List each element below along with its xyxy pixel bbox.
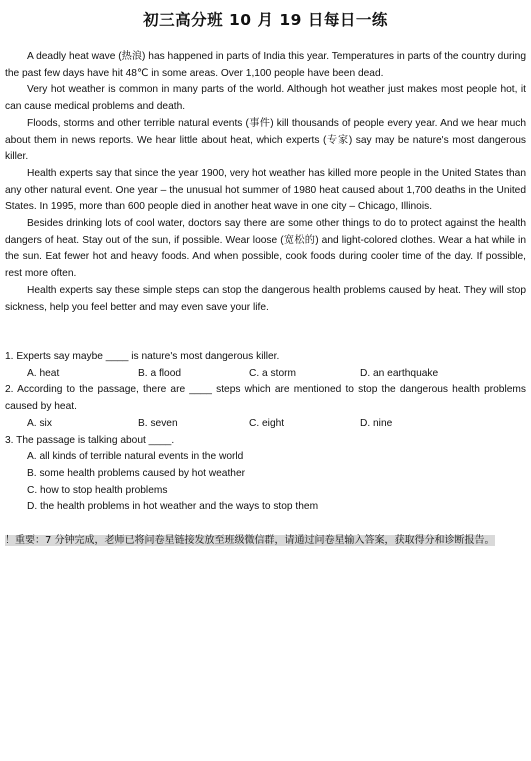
- page-title: 初三高分班 10 月 19 日每日一练: [143, 11, 388, 29]
- passage-paragraph: Floods, storms and other terrible natural events (事件) kill thousands of people every year. And we hear much about them in news reports. We hear little about heat, which experts (专家) say may be nature's most dangerous killer.: [5, 117, 526, 163]
- passage-paragraph: Very hot weather is common in many parts of the world. Although hot weather just makes most people hot, it can cause medical problems and death.: [5, 84, 526, 113]
- option-b: B. some health problems caused by hot weather: [27, 467, 246, 479]
- option-c: C. a storm: [249, 367, 296, 379]
- passage-paragraph: Health experts say that since the year 1900, very hot weather has killed more people in the United States than any other natural event. One year – the unusual hot summer of 1980 heat caused about 1,700 deaths in the United States. In 1995, more than 600 people died in another heat wave in one city – Chicago, Illinois.: [5, 167, 526, 213]
- important-notice: [5, 533, 526, 549]
- question-stem: 3. The passage is talking about ____.: [5, 434, 175, 446]
- question-stem: 1. Experts say maybe ____ is nature's most dangerous killer.: [5, 351, 280, 362]
- option-d: D. nine: [360, 417, 393, 429]
- option-c: C. how to stop health problems: [27, 484, 168, 496]
- option-b: B. seven: [138, 417, 178, 429]
- notice-text: ！重要：7 分钟完成，老师已将问卷星链接发放至班级微信群，请通过问卷星输入答案，获取得分和诊断报告。: [5, 535, 495, 546]
- option-row: [5, 416, 526, 433]
- passage-paragraph: Health experts say these simple steps can stop the dangerous health problems caused by heat. They will stop sickness, help you feel better and may even save your life.: [5, 284, 526, 313]
- option-a: A. all kinds of terrible natural events in the world: [27, 451, 244, 463]
- option-c: C. eight: [249, 417, 285, 429]
- option-a: A. heat: [27, 367, 60, 379]
- option-d: D. an earthquake: [360, 367, 439, 379]
- option-a: A. six: [27, 417, 52, 429]
- option-b: B. a flood: [138, 367, 182, 379]
- question-3: [5, 433, 526, 517]
- question-list: [5, 349, 526, 516]
- question-stem: 2. According to the passage, there are ____ steps which are mentioned to stop the dangerous health problems caused by heat.: [5, 384, 526, 413]
- question-1: [5, 349, 526, 382]
- question-2: [5, 382, 526, 432]
- passage-paragraph: A deadly heat wave (热浪) has happened in parts of India this year. Temperatures in parts of the country during the past few days have hit 48℃ in some areas. Over 1,100 people have been dead.: [5, 51, 526, 79]
- reading-passage: [5, 49, 526, 316]
- passage-paragraph: Besides drinking lots of cool water, doctors say there are some other things to do to protect against the health dangers of heat. Stay out of the sun, if possible. Wear loose (宽松的) and light-colored clothes. Wear a hat while in the sun. Eat fewer hot and heavy foods. And when possible, cook foods during cooler time of the day. If possible, rest more often.: [5, 218, 526, 280]
- option-d: D. the health problems in hot weather and the ways to stop them: [27, 501, 319, 513]
- option-row: [5, 366, 526, 383]
